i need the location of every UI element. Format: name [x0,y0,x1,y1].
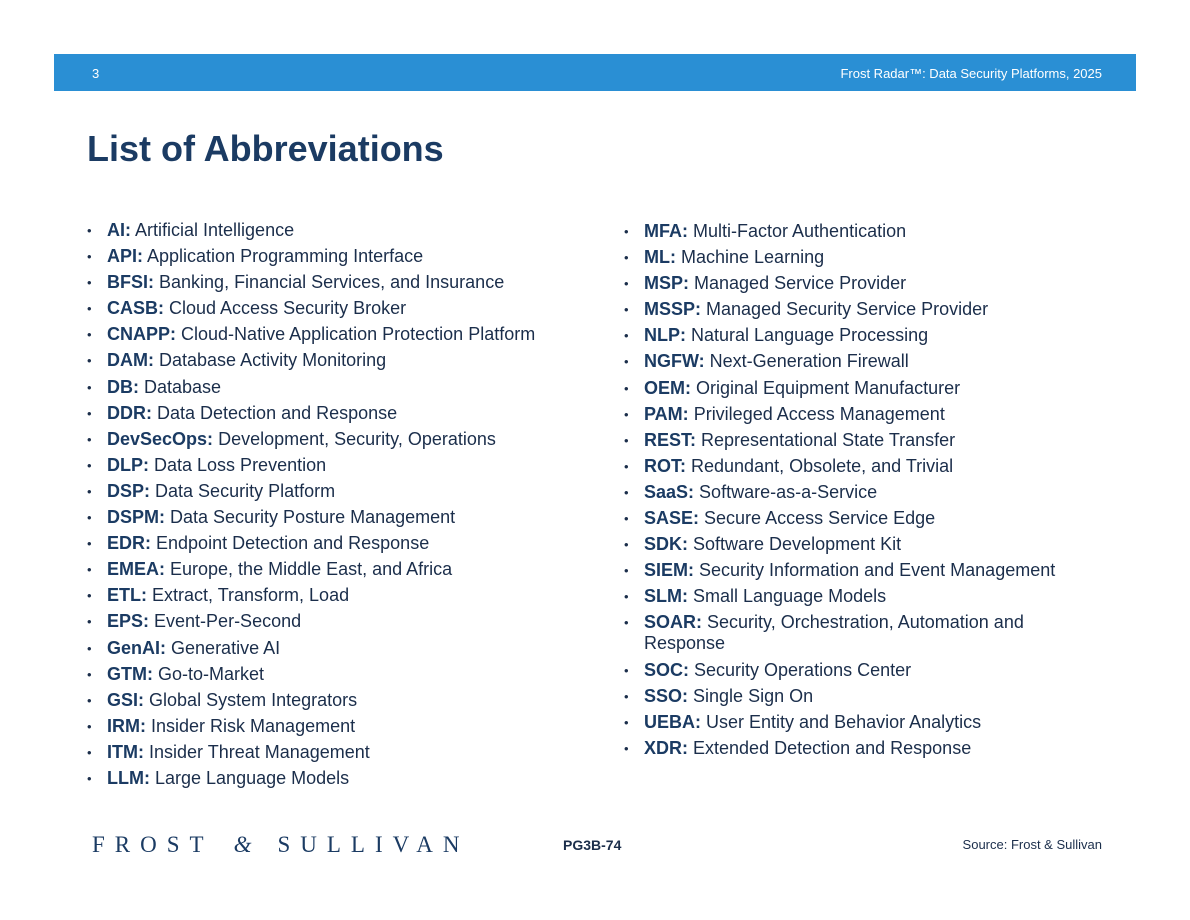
abbreviation-item [87,377,547,398]
abbreviation-item [624,273,1064,294]
abbreviation-definition: Go-to-Market [158,663,265,684]
abbreviation-item [624,712,1064,733]
abbreviation-item [624,456,1064,477]
abbreviation-definition: Small Language Models [693,586,887,607]
bullet-icon: • [87,431,92,447]
abbreviation-term: DSP: [107,480,151,501]
bullet-icon: • [87,718,92,734]
abbreviation-item [87,429,547,450]
abbreviation-term: DAM: [107,350,154,371]
abbreviation-item [624,586,1064,607]
bullet-icon: • [624,537,629,553]
abbreviation-definition: Natural Language Processing [691,325,929,346]
bullet-icon: • [87,249,92,265]
logo-ampersand: & [233,832,252,857]
abbreviation-term: SASE: [644,508,700,529]
abbreviation-item [87,690,547,711]
document-code: PG3B-74 [563,837,622,853]
abbreviation-term: EMEA: [107,559,165,580]
bullet-icon: • [624,250,629,266]
abbreviation-term: MSSP: [644,299,702,320]
abbreviation-definition: Managed Service Provider [694,273,907,294]
bullet-icon: • [624,432,629,448]
abbreviation-term: UEBA: [644,711,701,732]
bullet-icon: • [624,406,629,422]
abbreviation-term: ETL: [107,585,147,606]
abbreviation-definition: Data Loss Prevention [154,454,327,475]
abbreviation-term: SOAR: [644,612,702,633]
bullet-icon: • [624,615,629,631]
abbreviation-item [87,611,547,632]
abbreviation-item [87,585,547,606]
abbreviation-definition: Event-Per-Second [154,611,302,632]
bullet-icon: • [624,484,629,500]
bullet-icon: • [87,483,92,499]
abbreviation-item [624,351,1064,372]
abbreviation-term: GTM: [107,663,153,684]
abbreviation-definition: Security Information and Event Management [699,560,1056,581]
abbreviation-definition: Artificial Intelligence [135,220,295,240]
bullet-icon: • [87,353,92,369]
abbreviation-item [87,220,547,241]
bullet-icon: • [624,563,629,579]
frost-sullivan-logo [92,832,470,858]
abbreviation-definition: Software-as-a-Service [699,481,878,502]
abbreviation-definition: Banking, Financial Services, and Insurance [159,272,505,293]
abbreviation-definition: Extended Detection and Response [693,737,972,758]
bullet-icon: • [87,744,92,760]
bullet-icon: • [624,302,629,318]
abbreviation-term: ML: [644,247,676,268]
page-number: 3 [92,66,100,81]
abbreviation-term: CASB: [107,298,164,319]
bullet-icon: • [624,354,629,370]
bullet-icon: • [624,662,629,678]
abbreviation-definition: Security, Orchestration, Automation and Response [644,612,1024,654]
abbreviation-definition: Original Equipment Manufacturer [696,377,961,398]
abbreviation-item [624,404,1064,425]
abbreviation-term: DB: [107,376,139,397]
abbreviation-item [624,612,1064,654]
abbreviation-item [624,560,1064,581]
abbreviation-item [624,738,1064,759]
abbreviation-definition: Application Programming Interface [147,246,424,267]
abbreviation-definition: Generative AI [171,637,281,658]
bullet-icon: • [87,614,92,630]
abbreviation-term: SaaS: [644,481,695,502]
abbreviation-list-left [87,220,547,794]
abbreviation-definition: Secure Access Service Edge [704,508,936,529]
abbreviation-definition: Cloud Access Security Broker [169,298,407,319]
abbreviation-item [87,638,547,659]
abbreviation-term: EPS: [107,611,150,632]
abbreviation-term: API: [107,246,143,267]
abbreviation-term: PAM: [644,403,689,424]
abbreviation-term: SIEM: [644,560,695,581]
abbreviation-term: NLP: [644,325,686,346]
abbreviation-definition: Database Activity Monitoring [159,350,387,371]
abbreviation-term: REST: [644,429,697,450]
abbreviation-item [87,768,547,789]
bullet-icon: • [87,510,92,526]
bullet-icon: • [624,589,629,605]
abbreviation-item [87,533,547,554]
bullet-icon: • [87,536,92,552]
abbreviation-term: XDR: [644,737,688,758]
abbreviation-definition: Data Security Posture Management [170,507,456,528]
abbreviation-definition: Europe, the Middle East, and Africa [170,559,453,580]
abbreviation-definition: User Entity and Behavior Analytics [706,711,982,732]
abbreviation-definition: Insider Threat Management [149,741,370,762]
abbreviation-item [624,299,1064,320]
abbreviation-item [624,660,1064,681]
abbreviation-term: BFSI: [107,272,154,293]
abbreviation-item [87,350,547,371]
abbreviation-item [87,742,547,763]
bullet-icon: • [624,224,629,239]
abbreviation-definition: Global System Integrators [149,689,358,710]
abbreviation-term: DDR: [107,402,152,423]
abbreviation-term: ITM: [107,741,144,762]
abbreviation-term: GenAI: [107,637,167,658]
abbreviation-definition: Managed Security Service Provider [706,299,989,320]
abbreviation-term: DevSecOps: [107,428,214,449]
bullet-icon: • [624,740,629,756]
bullet-icon: • [87,457,92,473]
abbreviation-item [87,507,547,528]
abbreviation-definition: Cloud-Native Application Protection Platform [181,324,536,345]
abbreviation-item [87,403,547,424]
abbreviation-definition: Development, Security, Operations [218,428,496,449]
abbreviation-definition: Next-Generation Firewall [709,351,909,372]
bullet-icon: • [624,276,629,292]
bullet-icon: • [87,770,92,786]
bullet-icon: • [624,458,629,474]
abbreviation-definition: Database [144,376,222,397]
abbreviation-definition: Multi-Factor Authentication [693,221,907,241]
abbreviation-item [624,247,1064,268]
abbreviation-item [87,324,547,345]
abbreviation-definition: Data Detection and Response [157,402,398,423]
abbreviation-definition: Software Development Kit [693,534,902,555]
abbreviation-item [87,455,547,476]
abbreviation-definition: Data Security Platform [155,480,336,501]
page-title: List of Abbreviations [87,128,444,169]
abbreviation-term: EDR: [107,533,151,554]
abbreviation-definition: Redundant, Obsolete, and Trivial [691,455,954,476]
bullet-icon: • [87,405,92,421]
header-title: Frost Radar™: Data Security Platforms, 2025 [840,66,1102,81]
logo-sullivan: SULLIVAN [277,832,470,857]
bullet-icon: • [624,511,629,527]
abbreviation-term: GSI: [107,689,145,710]
abbreviation-definition: Large Language Models [155,767,350,788]
bullet-icon: • [624,688,629,704]
abbreviation-item [624,686,1064,707]
abbreviation-definition: Endpoint Detection and Response [156,533,430,554]
abbreviation-term: ROT: [644,455,686,476]
abbreviation-definition: Insider Risk Management [151,715,356,736]
abbreviation-term: SSO: [644,685,689,706]
bullet-icon: • [87,275,92,291]
abbreviation-term: SLM: [644,586,688,607]
bullet-icon: • [624,380,629,396]
bullet-icon: • [87,692,92,708]
source-note: Source: Frost & Sullivan [962,837,1102,852]
abbreviation-list-right [624,221,1064,764]
abbreviation-term: NGFW: [644,351,705,372]
bullet-icon: • [87,379,92,395]
abbreviation-item [87,716,547,737]
abbreviation-term: CNAPP: [107,324,177,345]
bullet-icon: • [87,588,92,604]
abbreviation-term: MFA: [644,221,688,241]
bullet-icon: • [87,640,92,656]
abbreviation-definition: Single Sign On [693,685,814,706]
abbreviation-term: SDK: [644,534,688,555]
abbreviation-item [624,325,1064,346]
abbreviation-definition: Representational State Transfer [701,429,956,450]
abbreviation-item [87,298,547,319]
logo-frost: FROST [92,832,214,857]
abbreviation-item [87,481,547,502]
bullet-icon: • [87,301,92,317]
bullet-icon: • [87,562,92,578]
abbreviation-item [87,272,547,293]
abbreviation-item [624,534,1064,555]
abbreviation-term: DSPM: [107,507,165,528]
bullet-icon: • [624,328,629,344]
abbreviation-item [624,221,1064,242]
abbreviation-term: LLM: [107,767,150,788]
abbreviation-item [624,378,1064,399]
abbreviation-item [87,664,547,685]
abbreviation-item [87,559,547,580]
abbreviation-term: AI: [107,220,131,240]
abbreviation-term: DLP: [107,454,149,475]
abbreviation-definition: Machine Learning [681,247,825,268]
bullet-icon: • [624,714,629,730]
bullet-icon: • [87,666,92,682]
abbreviation-term: SOC: [644,659,689,680]
bullet-icon: • [87,223,92,238]
abbreviation-item [87,246,547,267]
abbreviation-term: IRM: [107,715,146,736]
abbreviation-item [624,482,1064,503]
abbreviation-definition: Security Operations Center [694,659,912,680]
abbreviation-definition: Privileged Access Management [693,403,945,424]
abbreviation-term: OEM: [644,377,691,398]
abbreviation-definition: Extract, Transform, Load [152,585,350,606]
bullet-icon: • [87,327,92,343]
abbreviation-item [624,508,1064,529]
abbreviation-term: MSP: [644,273,689,294]
abbreviation-item [624,430,1064,451]
header-bar [54,54,1136,91]
